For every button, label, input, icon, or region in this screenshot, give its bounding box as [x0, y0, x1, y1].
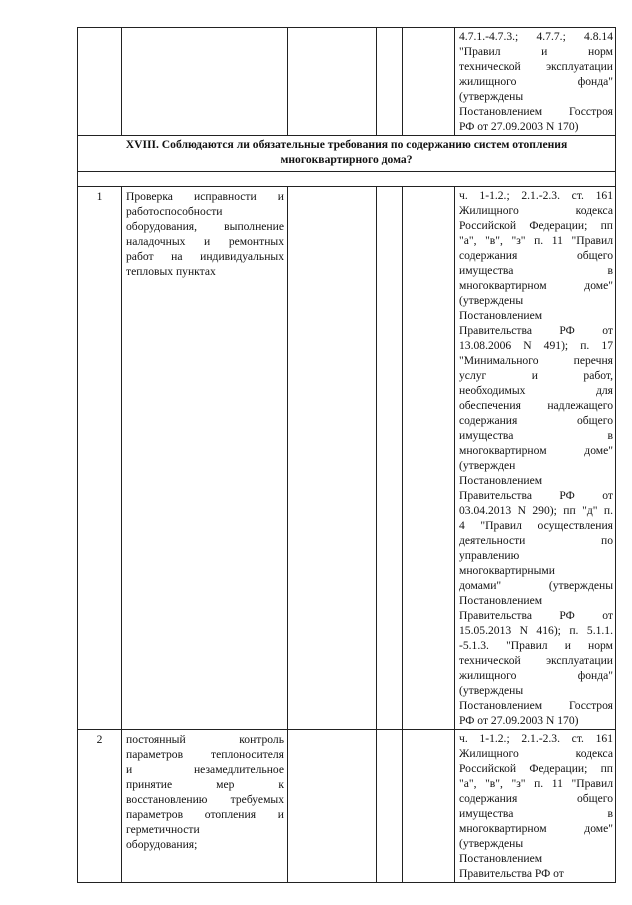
- text-line: домами" (утверждены: [459, 579, 613, 592]
- section-title-line-2: многоквартирного дома?: [280, 153, 413, 166]
- text-line: управлению: [459, 549, 520, 562]
- spacer-row: [78, 172, 616, 187]
- text-line: работоспособности: [126, 205, 223, 218]
- desc-cell: [122, 28, 288, 136]
- legal-reference-text: [459, 188, 613, 728]
- text-line: Правительства РФ от: [459, 489, 613, 502]
- legal-reference-text: [459, 29, 613, 134]
- text-line: 4.7.1.-4.7.3.; 4.7.7.; 4.8.14: [459, 30, 613, 43]
- text-line: необходимых для: [459, 384, 613, 397]
- text-line: содержания общего: [459, 249, 613, 262]
- text-line: принятие мер к: [126, 778, 284, 791]
- requirement-text: [126, 189, 284, 279]
- blank-cell: [377, 187, 403, 730]
- text-line: многоквартирными: [459, 564, 555, 577]
- text-line: Проверка исправности и: [126, 190, 284, 203]
- text-line: Правительства РФ от: [459, 867, 564, 880]
- text-line: постоянный контроль: [126, 733, 284, 746]
- text-line: Российской Федерации; пп: [459, 219, 613, 232]
- blank-cell: [288, 187, 377, 730]
- section-header-row: [78, 136, 616, 172]
- text-line: ч. 1-1.2.; 2.1.-2.3. ст. 161: [459, 189, 613, 202]
- text-line: 4 "Правил осуществления: [459, 519, 613, 532]
- text-line: РФ от 27.09.2003 N 170): [459, 714, 579, 727]
- text-line: восстановлению требуемых: [126, 793, 284, 806]
- table-row: [78, 28, 616, 136]
- text-line: параметров теплоносителя: [126, 748, 284, 761]
- text-line: параметров отопления и: [126, 808, 284, 821]
- text-line: Жилищного кодекса: [459, 747, 613, 760]
- text-line: обеспечения надлежащего: [459, 399, 613, 412]
- text-line: РФ от 27.09.2003 N 170): [459, 120, 579, 133]
- text-line: Постановлением Госстроя: [459, 699, 613, 712]
- inspection-table: [77, 27, 616, 883]
- text-line: "Правил и норм: [459, 45, 613, 58]
- text-line: содержания общего: [459, 414, 613, 427]
- blank-cell: [403, 730, 455, 883]
- text-line: Постановлением Госстроя: [459, 105, 613, 118]
- blank-cell: [403, 187, 455, 730]
- text-line: -5.1.3. "Правил и норм: [459, 639, 613, 652]
- text-line: Постановлением: [459, 309, 543, 322]
- text-line: 13.08.2006 N 491); п. 17: [459, 339, 613, 352]
- text-line: герметичности: [126, 823, 200, 836]
- text-line: (утверждены: [459, 90, 524, 103]
- text-line: технической эксплуатации: [459, 60, 613, 73]
- text-line: жилищного фонда": [459, 669, 613, 682]
- legal-reference-cell: [455, 730, 616, 883]
- table-row: [78, 187, 616, 730]
- text-line: и незамедлительное: [126, 763, 284, 776]
- text-line: Российской Федерации; пп: [459, 762, 613, 775]
- text-line: Жилищного кодекса: [459, 204, 613, 217]
- requirement-description: [122, 187, 288, 730]
- text-line: Правительства РФ от: [459, 609, 613, 622]
- text-line: "а", "в", "з" п. 11 "Правил: [459, 777, 613, 790]
- text-line: (утверждены: [459, 294, 524, 307]
- text-line: 15.05.2013 N 416); п. 5.1.1.: [459, 624, 613, 637]
- text-line: жилищного фонда": [459, 75, 613, 88]
- row-number: 1: [78, 187, 122, 730]
- text-line: ч. 1-1.2.; 2.1.-2.3. ст. 161: [459, 732, 613, 745]
- text-line: "Минимального перечня: [459, 354, 613, 367]
- text-line: оборудования, выполнение: [126, 220, 284, 233]
- text-line: наладочных и ремонтных: [126, 235, 284, 248]
- text-line: (утверждены: [459, 684, 524, 697]
- legal-reference-cell: [455, 187, 616, 730]
- text-line: имущества в: [459, 264, 613, 277]
- legal-reference-text: [459, 731, 613, 881]
- text-line: услуг и работ,: [459, 369, 613, 382]
- text-line: деятельности по: [459, 534, 613, 547]
- row-number: 2: [78, 730, 122, 883]
- text-line: работ на индивидуальных: [126, 250, 284, 263]
- text-line: имущества в: [459, 807, 613, 820]
- legal-reference-cell: [455, 28, 616, 136]
- section-title: [78, 136, 616, 172]
- blank-cell: [403, 28, 455, 136]
- text-line: многоквартирном доме": [459, 822, 613, 835]
- text-line: Правительства РФ от: [459, 324, 613, 337]
- table-row: [78, 730, 616, 883]
- num-cell: [78, 28, 122, 136]
- requirement-description: [122, 730, 288, 883]
- text-line: Постановлением: [459, 852, 543, 865]
- requirement-text: [126, 732, 284, 852]
- text-line: (утвержден: [459, 459, 516, 472]
- text-line: тепловых пунктах: [126, 265, 216, 278]
- section-title-line-1: XVIII. Соблюдаются ли обязательные требования по содержанию систем отопления: [125, 138, 568, 151]
- text-line: 03.04.2013 N 290); пп "д" п.: [459, 504, 613, 517]
- text-line: оборудования;: [126, 838, 198, 851]
- text-line: Постановлением: [459, 594, 543, 607]
- blank-cell: [288, 730, 377, 883]
- blank-cell: [288, 28, 377, 136]
- text-line: (утверждены: [459, 837, 524, 850]
- blank-cell: [377, 730, 403, 883]
- text-line: "а", "в", "з" п. 11 "Правил: [459, 234, 613, 247]
- blank-cell: [377, 28, 403, 136]
- text-line: Постановлением: [459, 474, 543, 487]
- text-line: многоквартирном доме": [459, 444, 613, 457]
- spacer-cell: [78, 172, 616, 187]
- text-line: содержания общего: [459, 792, 613, 805]
- text-line: многоквартирном доме": [459, 279, 613, 292]
- text-line: имущества в: [459, 429, 613, 442]
- text-line: технической эксплуатации: [459, 654, 613, 667]
